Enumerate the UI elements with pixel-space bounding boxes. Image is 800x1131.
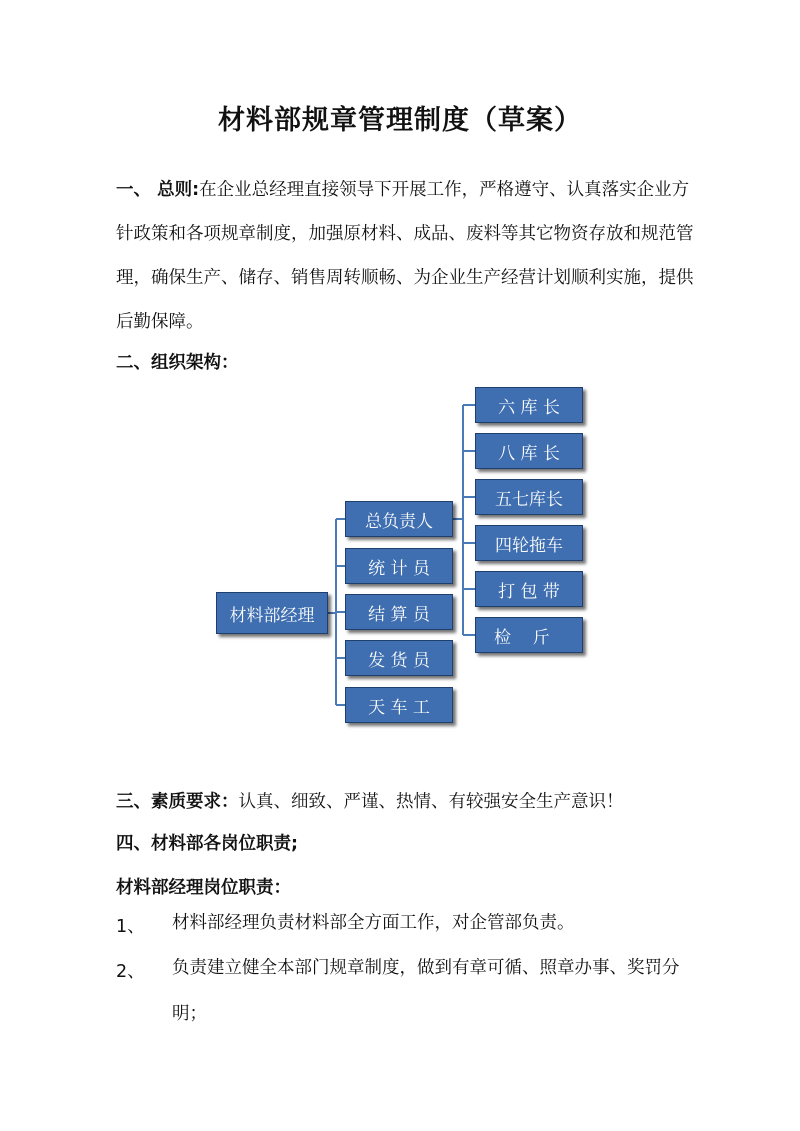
general-principles-paragraph bbox=[116, 168, 696, 344]
manager-duties-heading: 材料部经理岗位职责： bbox=[116, 878, 291, 898]
org-node-warehouse-8: 八 库 长 bbox=[475, 433, 583, 469]
org-node-warehouse-57: 五七库长 bbox=[475, 479, 583, 515]
org-node-settlement: 结 算 员 bbox=[345, 594, 453, 630]
quality-requirements bbox=[116, 788, 624, 813]
org-node-strapping: 打 包 带 bbox=[475, 571, 583, 607]
section3-label: 三、素质要求： bbox=[116, 792, 239, 812]
section2-heading: 二、组织架构： bbox=[116, 353, 239, 373]
org-node-tractor: 四轮拖车 bbox=[475, 525, 583, 561]
duty-text: 负责建立健全本部门规章制度，做到有章可循、照章办事、奖罚分明； bbox=[172, 958, 680, 1024]
duty-number: 1、 bbox=[116, 917, 145, 937]
duty-number: 2、 bbox=[116, 962, 145, 982]
org-node-weighing: 检 斤 bbox=[475, 617, 583, 653]
org-node-crane-operator: 天 车 工 bbox=[345, 687, 453, 723]
org-node-manager: 材料部经理 bbox=[216, 592, 328, 634]
org-node-statistician: 统 计 员 bbox=[345, 548, 453, 584]
duty-text: 材料部经理负责材料部全方面工作，对企管部负责。 bbox=[172, 913, 575, 933]
section1-text: 在企业总经理直接领导下开展工作，严格遵守、认真落实企业方针政策和各项规章制度，加强原材料、成品、废料等其它物资存放和规范管理，确保生产、储存、销售周转顺畅、为企业生产经营计划顺利实施，提供后勤保障。 bbox=[116, 180, 694, 332]
org-node-shipping: 发 货 员 bbox=[345, 640, 453, 676]
org-node-chief: 总负责人 bbox=[345, 501, 453, 537]
document-title: 材料部规章管理制度（草案） bbox=[218, 105, 582, 136]
section1-label: 一、 总则: bbox=[116, 180, 200, 200]
section4-heading: 四、材料部各岗位职责; bbox=[116, 834, 298, 854]
section3-text: 认真、细致、严谨、热情、有较强安全生产意识！ bbox=[238, 792, 624, 812]
org-node-warehouse-6: 六 库 长 bbox=[475, 387, 583, 423]
